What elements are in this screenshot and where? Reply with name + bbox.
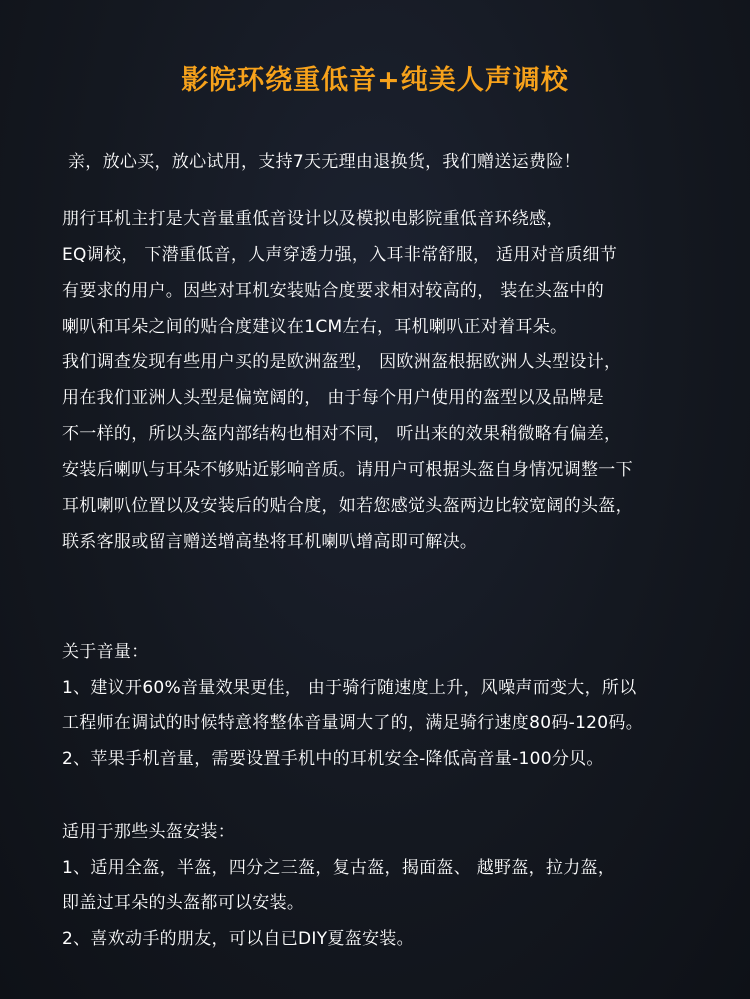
promise-text: 亲，放心买，放心试用，支持7天无理由退换货，我们赠送运费险！ <box>68 152 581 172</box>
intro-line: 用在我们亚洲人头型是偏宽阔的， 由于每个用户使用的盔型以及品牌是 <box>62 388 605 408</box>
volume-heading: 关于音量： <box>62 642 149 662</box>
intro-line: 安装后喇叭与耳朵不够贴近影响音质。请用户可根据头盔自身情况调整一下 <box>62 460 633 480</box>
helmet-line: 1、适用全盔，半盔，四分之三盔，复古盔，揭面盔、 越野盔，拉力盔， <box>62 858 616 878</box>
intro-line: EQ调校， 下潜重低音，人声穿透力强，入耳非常舒服， 适用对音质细节 <box>62 245 618 265</box>
helmet-line: 即盖过耳朵的头盔都可以安装。 <box>62 893 305 913</box>
intro-line: 耳机喇叭位置以及安装后的贴合度，如若您感觉头盔两边比较宽阔的头盔， <box>62 496 633 516</box>
helmet-line: 2、喜欢动手的朋友，可以自已DIY夏盔安装。 <box>62 929 414 949</box>
intro-line: 有要求的用户。因些对耳机安装贴合度要求相对较高的， 装在头盔中的 <box>62 281 605 301</box>
intro-line: 我们调查发现有些用户买的是欧洲盔型， 因欧洲盔根据欧洲人头型设计， <box>62 352 622 372</box>
intro-line: 朋行耳机主打是大音量重低音设计以及模拟电影院重低音环绕感， <box>62 209 564 229</box>
page-title: 影院环绕重低音+纯美人声调校 <box>181 65 569 96</box>
intro-line: 不一样的，所以头盔内部结构也相对不同， 听出来的效果稍微略有偏差， <box>62 424 622 444</box>
intro-line: 喇叭和耳朵之间的贴合度建议在1CM左右，耳机喇叭正对着耳朵。 <box>62 317 568 337</box>
helmet-heading: 适用于那些头盔安装： <box>62 822 235 842</box>
volume-line: 2、苹果手机音量，需要设置手机中的耳机安全-降低高音量-100分贝。 <box>62 749 604 769</box>
intro-line: 联系客服或留言赠送增高垫将耳机喇叭增高即可解决。 <box>62 532 478 552</box>
volume-line: 1、建议开60%音量效果更佳， 由于骑行随速度上升，风噪声而变大，所以 <box>62 678 637 698</box>
volume-line: 工程师在调试的时候特意将整体音量调大了的，满足骑行速度80码-120码。 <box>62 713 644 733</box>
